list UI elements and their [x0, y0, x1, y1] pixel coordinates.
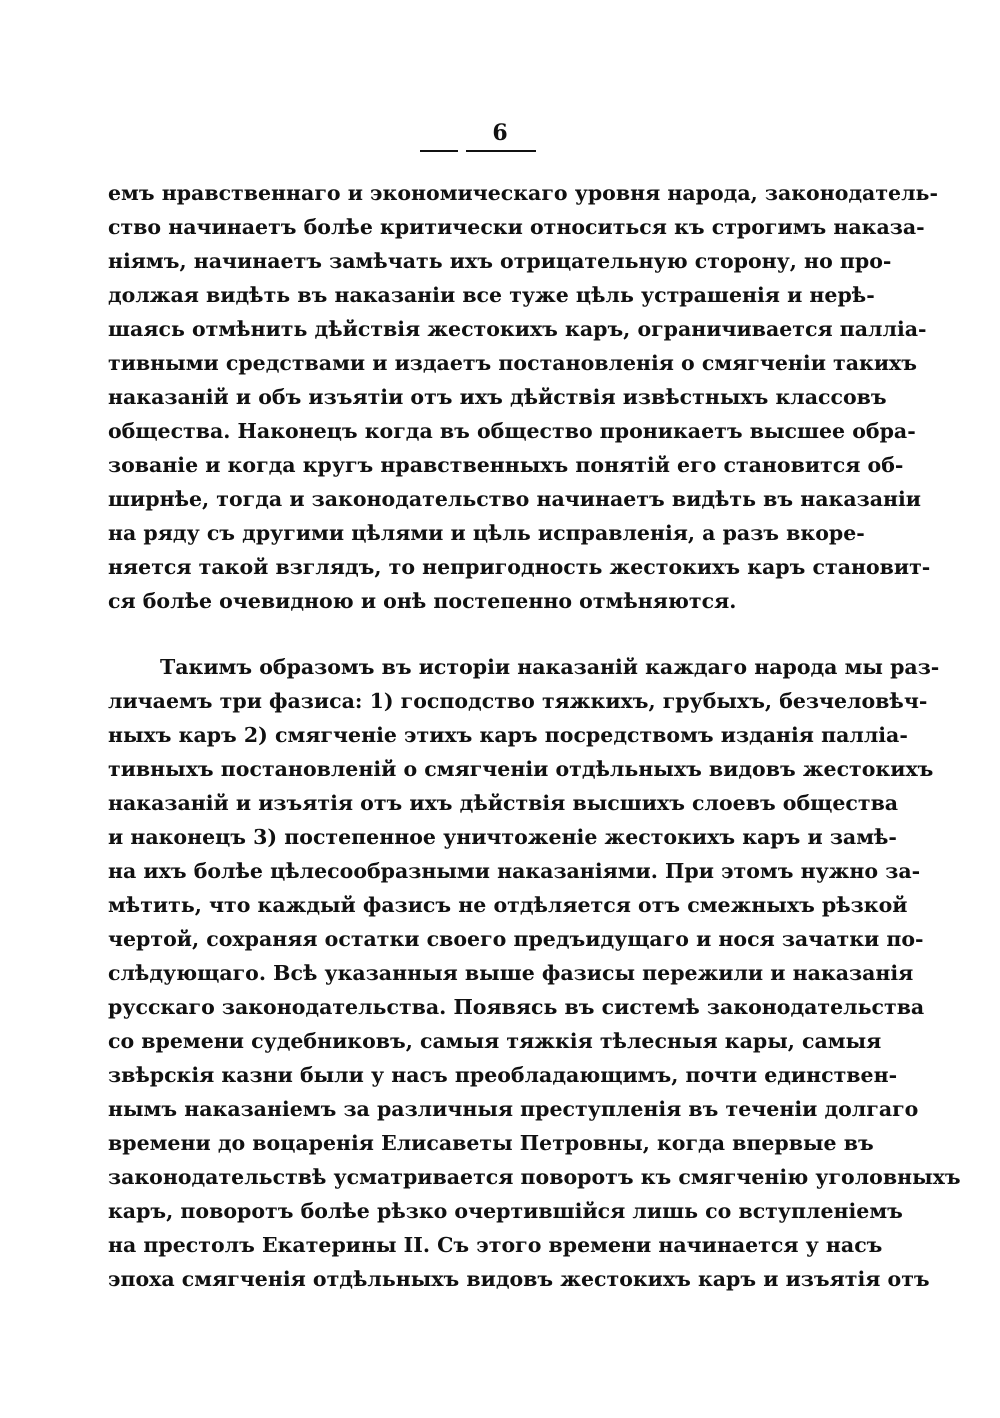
text-line: ся болѣе очевидною и онѣ постепенно отмѣняются.: [108, 589, 737, 613]
text-line: нымъ наказаніемъ за различныя преступленія въ теченіи долгаго: [108, 1097, 919, 1121]
text-line: законодательствѣ усматривается поворотъ къ смягченію уголовныхъ: [108, 1165, 961, 1189]
text-line: на престолъ Екатерины II. Съ этого времени начинается у насъ: [108, 1233, 883, 1257]
text-line: общества. Наконецъ когда въ общество проникаетъ высшее обра-: [108, 419, 916, 443]
paragraph-2: [108, 650, 961, 1296]
header-rule-right: [466, 150, 536, 152]
text-line: мѣтить, что каждый фазисъ не отдѣляется отъ смежныхъ рѣзкой: [108, 893, 908, 917]
text-line: тивными средствами и издаетъ постановленія о смягченіи такихъ: [108, 351, 917, 375]
text-line: тивныхъ постановленій о смягченіи отдѣльныхъ видовъ жестокихъ: [108, 757, 934, 781]
text-line: ныхъ каръ 2) смягченіе этихъ каръ посредствомъ изданія палліа-: [108, 723, 908, 747]
text-line: каръ, поворотъ болѣе рѣзко очертившійся лишь со вступленіемъ: [108, 1199, 903, 1223]
text-line: на ряду съ другими цѣлями и цѣль исправленія, а разъ вкоре-: [108, 521, 865, 545]
text-line: звѣрскія казни были у насъ преобладающимъ, почти единствен-: [108, 1063, 898, 1087]
text-line: ство начинаетъ болѣе критически относиться къ строгимъ наказа-: [108, 215, 925, 239]
text-line: наказаній и объ изъятіи отъ ихъ дѣйствія извѣстныхъ классовъ: [108, 385, 887, 409]
paragraph-1: [108, 176, 938, 618]
header-rule-left: [420, 150, 458, 152]
body-text: [108, 176, 961, 1296]
text-line: на ихъ болѣе цѣлесообразными наказаніями. При этомъ нужно за-: [108, 859, 921, 883]
text-line: и наконецъ 3) постепенное уничтоженіе жестокихъ каръ и замѣ-: [108, 825, 897, 849]
text-line: со времени судебниковъ, самыя тяжкія тѣлесныя кары, самыя: [108, 1029, 882, 1053]
text-line: эпоха смягченія отдѣльныхъ видовъ жестокихъ каръ и изъятія отъ: [108, 1267, 930, 1291]
text-line: русскаго законодательства. Появясь въ системѣ законодательства: [108, 995, 925, 1019]
page-number: 6: [492, 120, 508, 146]
text-line: ніямъ, начинаетъ замѣчать ихъ отрицательную сторону, но про-: [108, 249, 892, 273]
text-line: емъ нравственнаго и экономическаго уровня народа, законодатель-: [108, 181, 938, 205]
text-line: зованіе и когда кругъ нравственныхъ понятій его становится об-: [108, 453, 904, 477]
text-line: чертой, сохраняя остатки своего предъидущаго и нося зачатки по-: [108, 927, 924, 951]
text-line: времени до воцаренія Елисаветы Петровны, когда впервые въ: [108, 1131, 874, 1155]
text-line: личаемъ три фазиса: 1) господство тяжкихъ, грубыхъ, безчеловѣч-: [108, 689, 928, 713]
text-line: Такимъ образомъ въ исторіи наказаній каждаго народа мы раз-: [160, 655, 940, 679]
page-number-header: [0, 118, 1000, 148]
text-line: слѣдующаго. Всѣ указанныя выше фазисы пережили и наказанія: [108, 961, 914, 985]
text-line: наказаній и изъятія отъ ихъ дѣйствія высшихъ слоевъ общества: [108, 791, 899, 815]
paragraph-spacer: [108, 618, 854, 650]
text-line: шаясь отмѣнить дѣйствія жестокихъ каръ, ограничивается палліа-: [108, 317, 927, 341]
text-line: няется такой взглядъ, то непригодность жестокихъ каръ становит-: [108, 555, 931, 579]
text-line: ширнѣе, тогда и законодательство начинаетъ видѣть въ наказаніи: [108, 487, 922, 511]
text-line: должая видѣть въ наказаніи все туже цѣль устрашенія и нерѣ-: [108, 283, 875, 307]
